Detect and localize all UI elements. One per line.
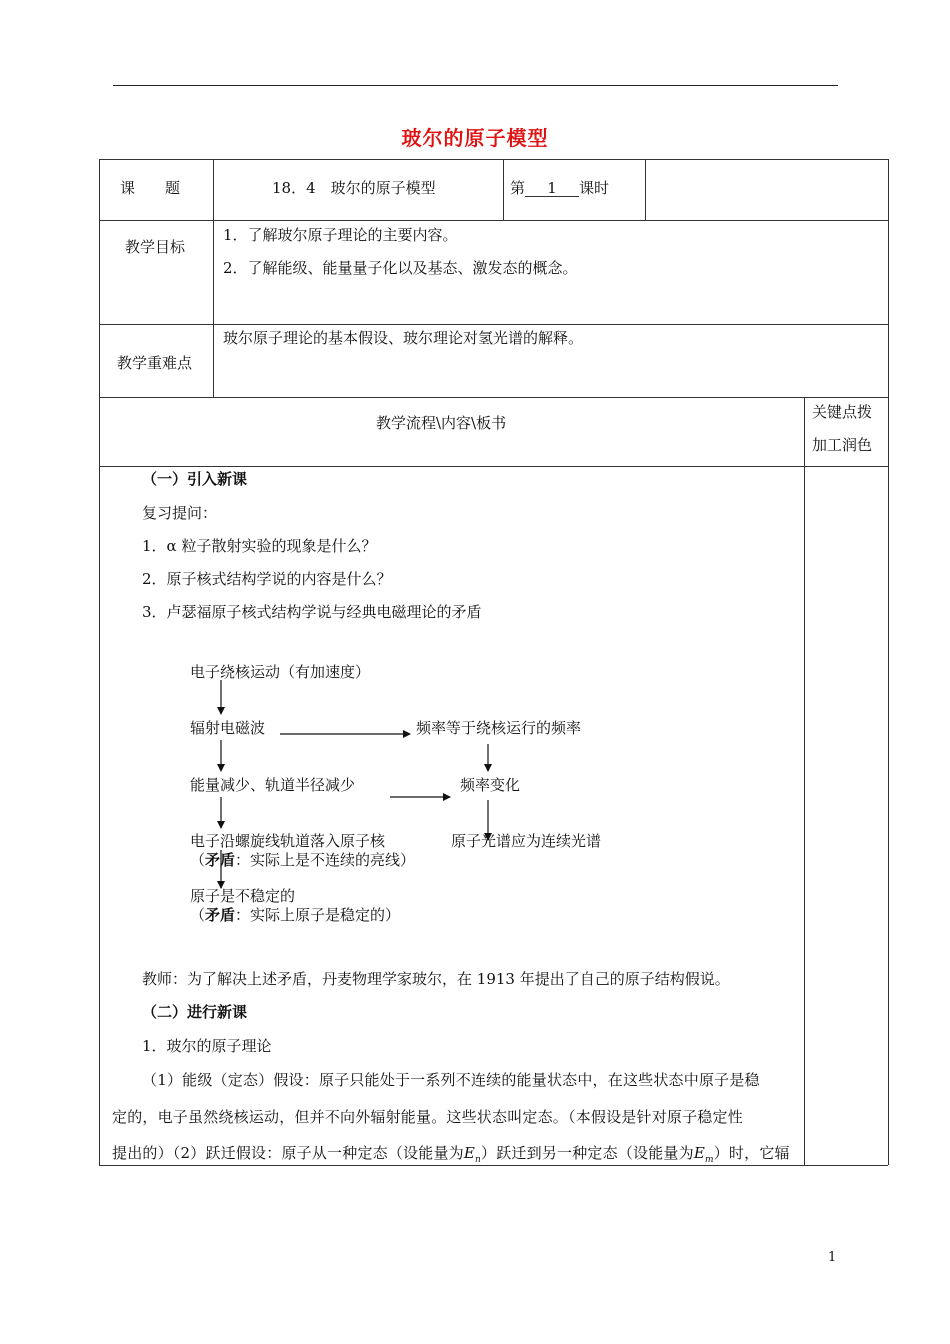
side-header-1: 关键点拨 (812, 403, 873, 421)
contradiction-text-2: ：实际上原子是稳定的） (235, 906, 401, 924)
header-rule (113, 85, 838, 86)
contradiction-label-2: 矛盾 (205, 906, 236, 924)
diagram-node-spiral: 电子沿螺旋线轨道落入原子核 (190, 832, 386, 850)
diagram-contradiction-2: （矛盾：实际上原子是稳定的） (190, 906, 401, 924)
lesson-suffix: 课时 (579, 179, 610, 197)
page-title: 玻尔的原子模型 (401, 126, 549, 150)
diagram-node-unstable: 原子是不稳定的 (190, 887, 296, 905)
diagram-contradiction-1: （矛盾：实际上是不连续的亮线） (190, 851, 416, 869)
diagram-node-energy-decrease: 能量减少、轨道半径减少 (190, 776, 356, 794)
section-heading-intro: （一）引入新课 (142, 470, 248, 488)
paragraph-line-3 (112, 1143, 790, 1170)
objective-item-2: 2．了解能级、能量量子化以及基态、激发态的概念。 (223, 259, 578, 277)
flow-header: 教学流程\内容\板书 (376, 414, 507, 432)
col-divider-lesson (503, 159, 504, 220)
row-border-4 (99, 466, 888, 467)
subsection-bohr-theory: 1．玻尔的原子理论 (142, 1037, 272, 1055)
energy-symbol-e-2: E (693, 1144, 705, 1162)
row-border-3 (99, 397, 888, 398)
key-points-label: 教学重难点 (117, 354, 193, 372)
col-divider-label (213, 159, 214, 397)
lesson-prefix: 第 (510, 179, 526, 197)
review-question-1: 1．α 粒子散射实验的现象是什么？ (142, 537, 377, 555)
review-question-2: 2．原子核式结构学说的内容是什么？ (142, 570, 392, 588)
diagram-node-electron-motion: 电子绕核运动（有加速度） (190, 663, 371, 681)
table-border-right (888, 159, 889, 1165)
diagram-node-radiation: 辐射电磁波 (190, 719, 266, 737)
review-label: 复习提问： (142, 504, 218, 522)
lesson-number: 1 (525, 180, 579, 197)
diagram-node-frequency-change: 频率变化 (460, 776, 521, 794)
row-border-1 (99, 220, 888, 221)
col-divider-notes (804, 397, 805, 1165)
contradiction-label-1: 矛盾 (205, 851, 236, 869)
energy-symbol-m (693, 1144, 714, 1165)
topic-value: 18．4 玻尔的原子模型 (272, 179, 436, 197)
lesson-count (510, 178, 609, 198)
paragraph-line-3-part-2: ）跃迁到另一种定态（设能量为 (481, 1144, 694, 1162)
row-border-2 (99, 324, 888, 325)
energy-symbol-n (463, 1144, 482, 1165)
section-heading-new: （二）进行新课 (142, 1003, 248, 1021)
contradiction-text-1: ：实际上是不连续的亮线） (235, 851, 416, 869)
objective-item-1: 1．了解玻尔原子理论的主要内容。 (223, 226, 458, 244)
energy-subscript-m: m (704, 1155, 714, 1165)
diagram-node-continuous-spectrum: 原子光谱应为连续光谱 (451, 832, 602, 850)
page-number: 1 (828, 1250, 837, 1265)
energy-symbol-e-1: E (463, 1144, 476, 1162)
paragraph-line-2: 定的，电子虽然绕核运动，但并不向外辐射能量。这些状态叫定态。（本假设是针对原子稳定性 (112, 1108, 743, 1126)
teacher-remark: 教师：为了解决上述矛盾，丹麦物理学家玻尔，在 1913 年提出了自己的原子结构假说。 (142, 970, 730, 988)
paragraph-line-3-part-3: ）时，它辐 (713, 1144, 790, 1162)
col-divider-empty (645, 159, 646, 220)
review-question-3: 3．卢瑟福原子核式结构学说与经典电磁理论的矛盾 (142, 603, 482, 621)
diagram-node-frequency-equal: 频率等于绕核运行的频率 (416, 719, 582, 737)
side-header-2: 加工润色 (812, 436, 873, 454)
table-border-left (99, 159, 100, 1165)
objectives-label: 教学目标 (125, 238, 186, 256)
paragraph-line-1: （1）能级（定态）假设：原子只能处于一系列不连续的能量状态中，在这些状态中原子是稳 (142, 1071, 760, 1089)
energy-subscript-n: n (475, 1155, 482, 1165)
paragraph-line-3-part-1: 提出的）（2）跃迁假设：原子从一种定态（设能量为 (112, 1144, 464, 1162)
key-points-text: 玻尔原子理论的基本假设、玻尔理论对氢光谱的解释。 (223, 329, 584, 347)
row-border-top (99, 159, 888, 160)
topic-label: 课 题 (120, 179, 181, 197)
